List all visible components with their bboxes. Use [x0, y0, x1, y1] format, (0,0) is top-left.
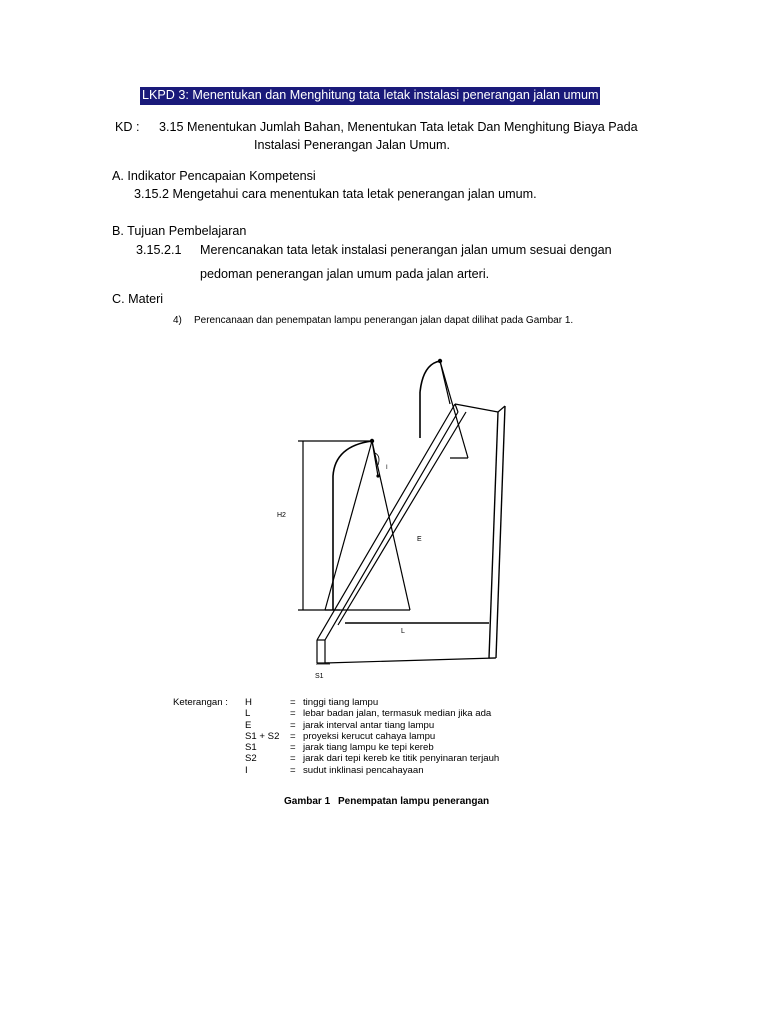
legend-description: jarak tiang lampu ke tepi kereb [303, 742, 434, 754]
section-a-item: 3.15.2 Mengetahui cara menentukan tata letak penerangan jalan umum. [134, 187, 537, 201]
legend-description: proyeksi kerucut cahaya lampu [303, 730, 436, 742]
near-cone-point [376, 474, 379, 477]
section-b-item-line-2: pedoman penerangan jalan umum pada jalan arteri. [200, 267, 490, 281]
section-b-heading: B. Tujuan Pembelajaran [112, 224, 247, 238]
e-label: E [417, 536, 422, 543]
curb-edge-inner [325, 412, 458, 640]
curb-edge-top [455, 404, 458, 412]
legend-equals: = [290, 719, 296, 731]
legend-title: Keterangan : [173, 697, 228, 708]
far-lamp-head [438, 359, 442, 363]
near-lamp-head [370, 439, 374, 443]
legend-symbol: H [245, 697, 252, 708]
road-far-edge [455, 404, 498, 412]
section-c-heading: C. Materi [112, 292, 164, 306]
far-cone-left [440, 361, 450, 404]
legend-equals: = [290, 730, 296, 742]
section-c-item-number: 4) [173, 315, 182, 326]
legend-symbol: E [245, 719, 252, 731]
legend-equals: = [290, 764, 296, 776]
section-a-heading: A. Indikator Pencapaian Kompetensi [112, 169, 316, 183]
near-pole-arm [333, 441, 372, 476]
far-pole-arm [420, 361, 440, 392]
near-cone-left [325, 441, 372, 610]
far-curb-top [498, 406, 505, 412]
curb-edge-outer [317, 404, 455, 640]
h2-label: H2 [277, 512, 286, 519]
road-bottom-edge [325, 658, 495, 663]
legend-symbol: L [245, 708, 251, 720]
kd-line-1: 3.15 Menentukan Jumlah Bahan, Menentukan Tata letak Dan Menghitung Biaya Pada [159, 120, 638, 134]
i-label: I [386, 465, 388, 471]
section-c-item-text: Perencanaan dan penempatan lampu penerangan jalan dapat dilihat pada Gambar 1. [194, 315, 574, 326]
l-label: L [401, 628, 405, 635]
legend-symbol: S1 [245, 742, 257, 754]
legend-description: sudut inklinasi pencahayaan [303, 764, 424, 776]
section-b-item-line-1: Merencanakan tata letak instalasi penerangan jalan umum sesuai dengan [200, 243, 612, 257]
near-cone-axis [372, 441, 378, 476]
s1-label: S1 [315, 673, 324, 680]
legend-description: jarak interval antar tiang lampu [303, 719, 435, 731]
legend-equals: = [290, 708, 296, 720]
document-title: LKPD 3: Menentukan dan Menghitung tata letak instalasi penerangan jalan umum [140, 87, 600, 105]
legend-description: lebar badan jalan, termasuk median jika ada [303, 708, 492, 720]
far-cone-right [440, 361, 468, 458]
figure-caption-number: Gambar 1 [284, 796, 331, 807]
kd-line-2: Instalasi Penerangan Jalan Umum. [254, 138, 451, 152]
figure-caption-text: Penempatan lampu penerangan [338, 796, 490, 807]
legend-equals: = [290, 753, 296, 765]
legend-description: tinggi tiang lampu [303, 697, 379, 708]
section-b-item-number: 3.15.2.1 [136, 243, 182, 257]
legend-symbol: S1 + S2 [245, 730, 280, 742]
legend-equals: = [290, 742, 296, 754]
kd-label: KD : [115, 120, 140, 134]
legend-equals: = [290, 697, 296, 708]
legend-symbol: I [245, 764, 248, 776]
near-cone-right [372, 441, 410, 610]
legend-description: jarak dari tepi kereb ke titik penyinaran terjauh [303, 753, 500, 765]
legend-symbol: S2 [245, 753, 257, 765]
